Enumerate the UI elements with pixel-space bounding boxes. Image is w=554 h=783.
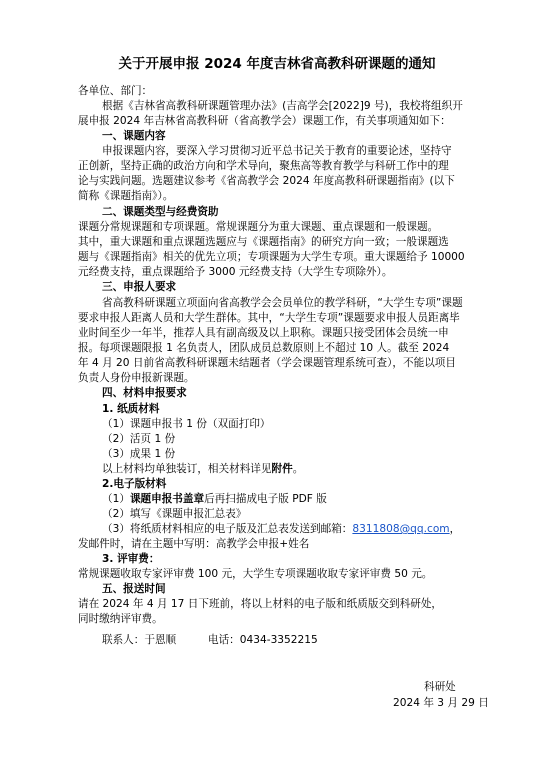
- signature-org: 科研处: [424, 681, 456, 693]
- paper-item-2: （2）活页 1 份: [102, 433, 176, 445]
- email-link[interactable]: 8311808@qq.com: [352, 523, 450, 535]
- section-5-heading: 五、报送时间: [102, 583, 166, 595]
- section-1-line-2: 正创新，坚持正确的政治方向和学术导向，聚焦高等教育教学与科研工作中的理: [78, 160, 449, 172]
- section-4-sub-electronic: 2.电子版材料: [102, 478, 167, 490]
- contact-person: 联系人：于恩顺: [102, 634, 177, 646]
- section-3-line-1: 省高教科研课题立项面向省高教学会会员单位的教学科研，“大学生专项”课题: [102, 297, 463, 309]
- section-2-line-2: 其中，重大课题和重点课题选题应与《课题指南》的研究方向一致；一般课题选: [78, 236, 449, 248]
- section-3-heading: 三、申报人要求: [102, 281, 177, 293]
- section-3-line-2: 要求申报人距离人员和大学生群体。其中，“大学生专项”课题要求申报人员距离毕: [78, 312, 460, 324]
- electronic-item-3-end: ，: [449, 523, 461, 535]
- section-2-line-3: 题与《课题指南》相关的优先立项；专项课题为大学生专项。重大课题给予 10000: [78, 251, 465, 263]
- section-3-line-6: 负责人身份申报新课题。: [78, 372, 195, 384]
- section-1-heading: 一、课题内容: [102, 130, 166, 142]
- section-5-line-1: 请在 2024 年 4 月 17 日下班前，将以上材料的电子版和纸质版交到科研处，: [78, 598, 443, 610]
- electronic-item-3: [102, 522, 460, 537]
- section-4-sub-fee: 3. 评审费：: [102, 553, 160, 565]
- electronic-item-1-bold: 课题申报书盖章: [129, 493, 205, 505]
- section-5-line-2: 同时缴纳评审费。: [78, 613, 163, 625]
- intro-line-1: 根据《吉林省高教科研课题管理办法》(吉高学会[2022]9 号)，我校将组织开: [102, 100, 463, 112]
- intro-line-2: 展申报 2024 年吉林省高教科研（省高教学会）课题工作，有关事项通知如下：: [78, 115, 451, 127]
- paper-note-attachment: 附件: [271, 463, 293, 475]
- document-title: 关于开展申报 2024 年度吉林省高教科研课题的通知: [118, 56, 436, 72]
- paper-item-3: （3）成果 1 份: [102, 448, 176, 460]
- section-3-line-4: 报。每项课题限报 1 名负责人，团队成员总数原则上不超过 10 人。截至 2024: [78, 342, 450, 354]
- paper-note-text: 以上材料均单独装订，相关材料详见: [102, 463, 272, 475]
- section-2-line-4: 元经费支持，重点课题给予 3000 元经费支持（大学生专项除外）。: [78, 266, 393, 278]
- electronic-item-3-text: （3）将纸质材料相应的电子版及汇总表发送到邮箱：: [102, 523, 353, 535]
- section-1-line-1: 申报课题内容，要深入学习贯彻习近平总书记关于教育的重要论述，坚持守: [102, 145, 452, 157]
- electronic-item-2: （2）填写《课题申报汇总表》: [102, 508, 247, 520]
- section-4-heading: 四、材料申报要求: [102, 387, 187, 399]
- fee-line: 常规课题收取专家评审费 100 元，大学生专项课题收取专家评审费 50 元。: [78, 568, 433, 580]
- electronic-item-1-rest: 后再扫描成电子版 PDF 版: [204, 493, 327, 505]
- section-1-line-3: 论与实践问题。选题建议参考《省高教学会 2024 年度高教科研课题指南》(以下: [78, 175, 455, 187]
- paper-item-1: （1）课题申报书 1 份（双面打印）: [102, 418, 271, 430]
- electronic-item-3-line-2: 发邮件时，请在主题中写明：高教学会申报+姓名: [78, 538, 310, 550]
- paper-note: [102, 462, 303, 477]
- paper-note-end: 。: [292, 463, 304, 475]
- greeting: 各单位、部门：: [78, 85, 153, 97]
- section-2-heading: 二、课题类型与经费资助: [102, 206, 219, 218]
- contact-phone: 电话：0434-3352215: [208, 634, 318, 646]
- section-3-line-5: 年 4 月 20 日前省高教科研课题未结题者（学会课题管理系统可查），不能以项目: [78, 357, 456, 369]
- section-3-line-3: 业时间至少一年半，推荐人具有副高级及以上职称。课题只接受团体会员统一申: [78, 327, 449, 339]
- section-4-sub-paper: 1. 纸质材料: [102, 403, 160, 415]
- signature-date: 2024 年 3 月 29 日: [393, 697, 489, 709]
- section-2-line-1: 课题分常规课题和专项课题。常规课题分为重大课题、重点课题和一般课题。: [78, 221, 439, 233]
- electronic-item-1-num: （1）: [102, 493, 130, 505]
- section-1-line-4: 简称《课题指南》）。: [78, 190, 174, 202]
- electronic-item-1: [102, 492, 327, 507]
